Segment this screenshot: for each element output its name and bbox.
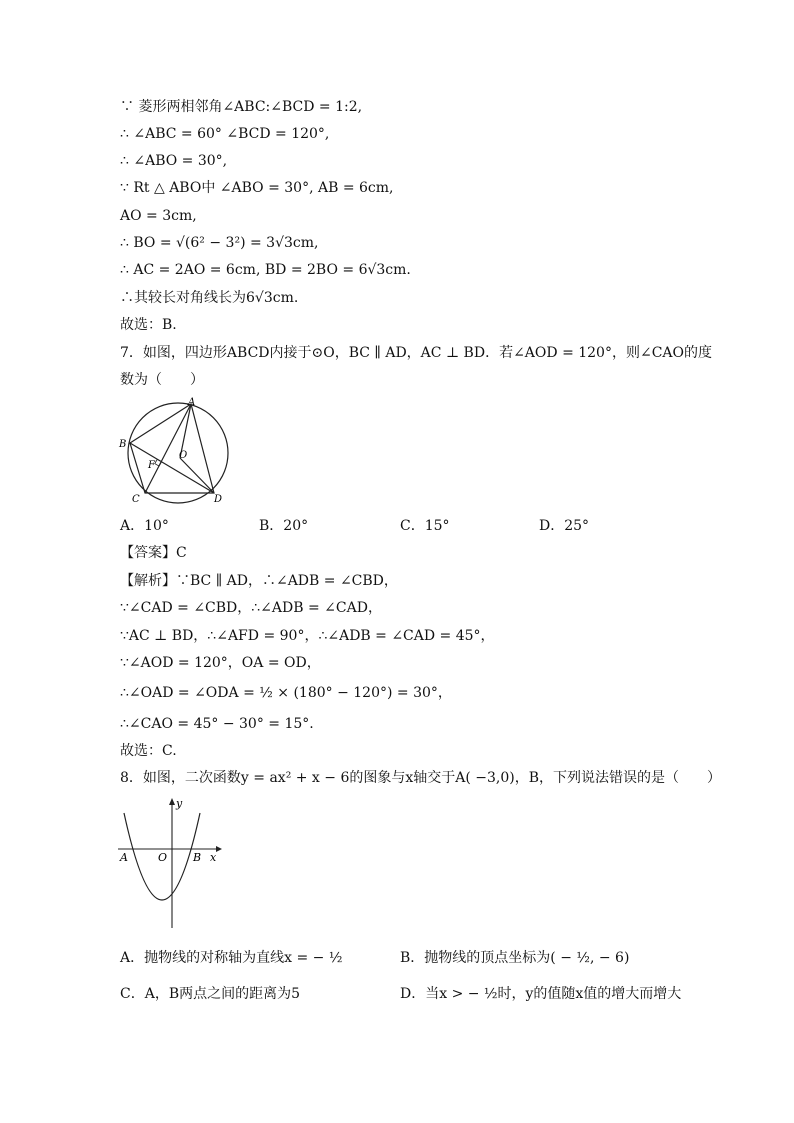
label-o: O — [179, 450, 188, 461]
label-o: O — [158, 851, 168, 864]
parabola-figure — [116, 793, 226, 933]
option-d[interactable]: D．当x > − ½时，y的值随x值的增大而增大 — [400, 986, 682, 1002]
solution-line: ∴ ∠ABC = 60° ∠BCD = 120°, — [120, 126, 330, 142]
analysis-line: 【解析】∵BC ∥ AD，∴∠ADB = ∠CBD， — [120, 573, 398, 589]
label-y: y — [176, 797, 183, 810]
solution-line: ∴ BO = √(6² − 3²) = 3√3cm, — [120, 235, 319, 251]
option-d[interactable]: D．25° — [539, 518, 590, 534]
x-axis-arrow — [216, 846, 222, 852]
analysis-line: ∴∠OAD = ∠ODA = ½ × (180° − 120°) = 30°， — [120, 685, 452, 701]
solution-line: 故选：B. — [120, 317, 177, 333]
solution-line: AO = 3cm, — [120, 208, 197, 224]
label-c: C — [132, 494, 140, 505]
analysis-line: ∵∠AOD = 120°，OA = OD， — [120, 655, 321, 671]
analysis-line: 故选：C. — [120, 743, 177, 759]
label-x: x — [210, 851, 217, 864]
label-b: B — [119, 439, 127, 450]
option-b[interactable]: B．20° — [259, 518, 309, 534]
analysis-line: ∵AC ⊥ BD，∴∠AFD = 90°，∴∠ADB = ∠CAD = 45°， — [120, 628, 495, 644]
label-d: D — [214, 494, 223, 505]
label-a: A — [188, 397, 196, 408]
solution-line: ∵ Rt △ ABO中 ∠ABO = 30°, AB = 6cm, — [120, 180, 394, 196]
label-a: A — [120, 851, 128, 864]
option-c[interactable]: C．15° — [400, 518, 450, 534]
label-f: F — [148, 460, 155, 471]
question-8-text: 8．如图，二次函数y = ax² + x − 6的图象与x轴交于A( −3,0)，B，下列说法错误的是（ ） — [120, 770, 722, 786]
diagonal-ac — [145, 404, 191, 493]
circle-quadrilateral-figure — [112, 396, 242, 508]
label-b: B — [193, 851, 202, 864]
solution-line: ∵ 菱形两相邻角∠ABC:∠BCD = 1:2, — [120, 99, 363, 115]
solution-line: ∴ AC = 2AO = 6cm, BD = 2BO = 6√3cm. — [120, 262, 411, 278]
option-b[interactable]: B．抛物线的顶点坐标为( − ½, − 6) — [400, 950, 630, 966]
solution-line: ∴其较长对角线长为6√3cm. — [120, 290, 299, 306]
option-a[interactable]: A．10° — [120, 518, 169, 534]
y-axis-arrow — [169, 798, 175, 805]
question-7-text-cont: 数为（ ） — [120, 372, 204, 388]
analysis-line: ∵∠CAD = ∠CBD，∴∠ADB = ∠CAD， — [120, 600, 382, 616]
option-c[interactable]: C．A，B两点之间的距离为5 — [120, 986, 301, 1002]
answer-label: 【答案】C — [120, 545, 187, 561]
analysis-line: ∴∠CAO = 45° − 30° = 15°. — [120, 716, 314, 732]
question-7-text: 7．如图，四边形ABCD内接于⊙O，BC ∥ AD，AC ⊥ BD．若∠AOD = 120°，则∠CAO的度 — [120, 345, 712, 361]
solution-line: ∴ ∠ABO = 30°, — [120, 153, 228, 169]
option-a[interactable]: A．抛物线的对称轴为直线x = − ½ — [120, 950, 343, 966]
